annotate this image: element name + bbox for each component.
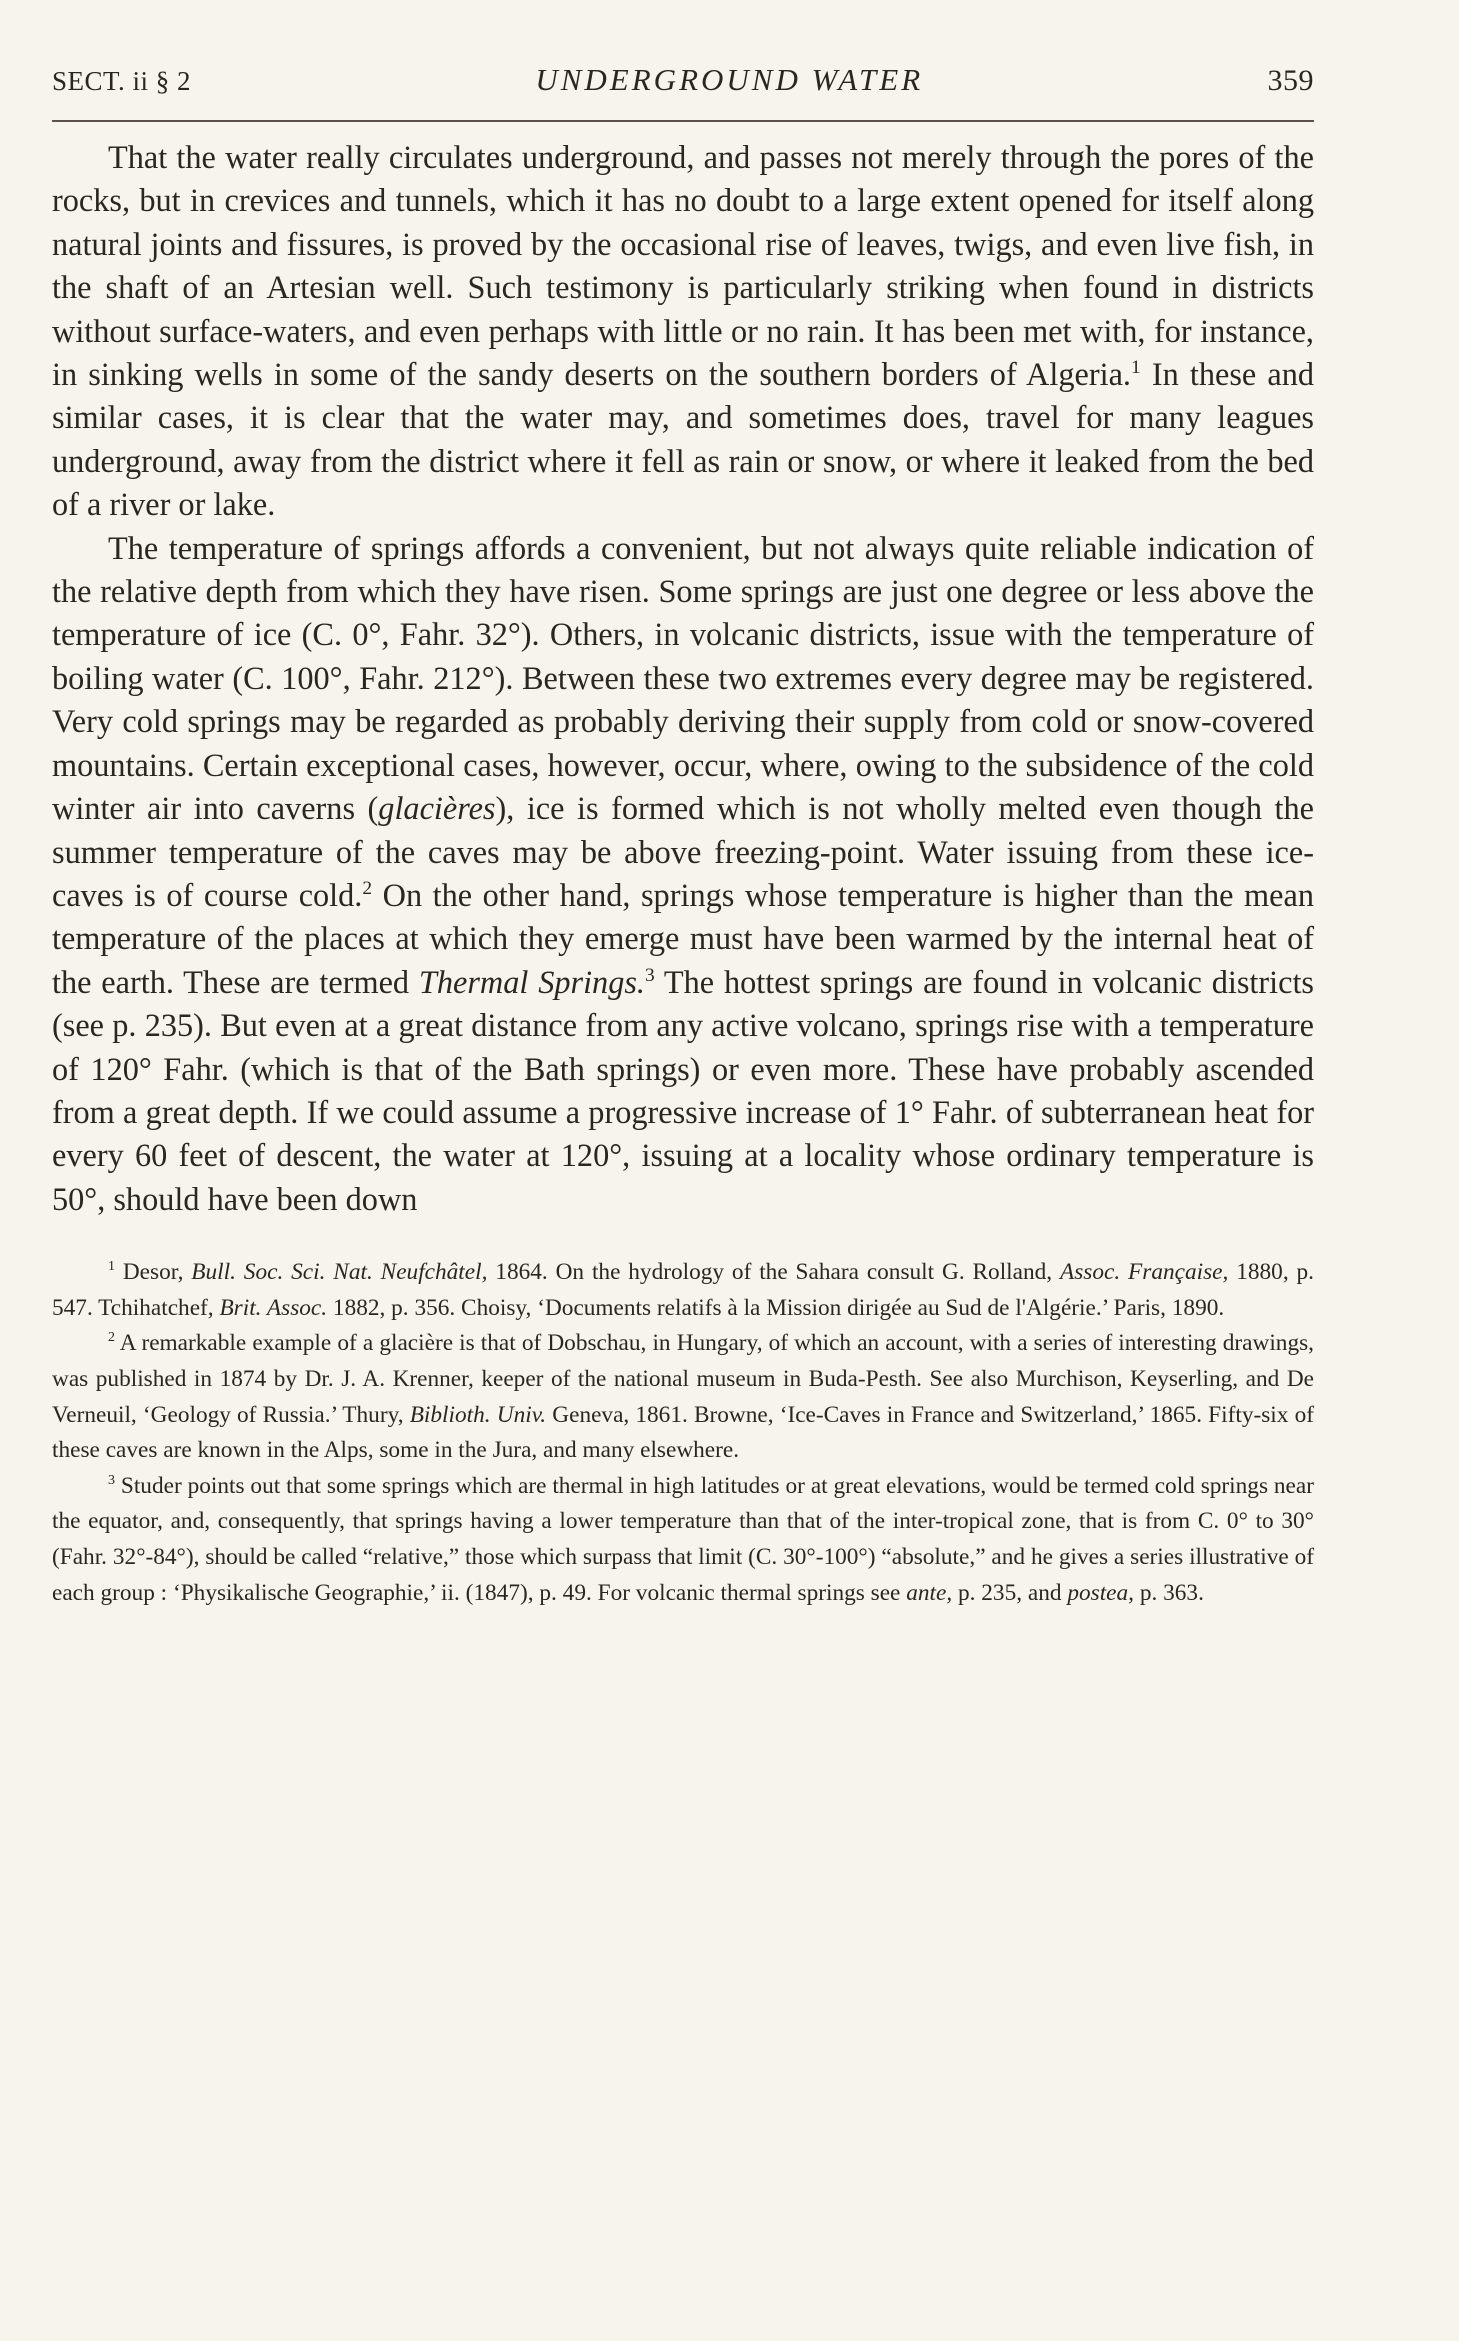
running-title: UNDERGROUND WATER bbox=[535, 62, 924, 97]
italic-term-glacieres: glacières bbox=[378, 790, 496, 827]
italic-term-thermal-springs: Thermal Springs. bbox=[418, 963, 645, 1000]
running-head bbox=[52, 62, 1314, 102]
paragraph-temperature bbox=[52, 527, 1314, 1222]
text: A remarkable example of a glacière is that of Dobschau, in Hungary, of which an account, with a series of interesting drawings, was published in 1874 by Dr. J. A. Krenner, keeper of the national museum in Buda-Pesth. See also Murchison, Keyserling, and De Verneuil, ‘Geology of Russia.’ Thury, bbox=[52, 1330, 1314, 1428]
text: p. 235, and bbox=[952, 1579, 1068, 1606]
footnotes bbox=[52, 1255, 1314, 1611]
footnote-3 bbox=[52, 1469, 1314, 1611]
text: On the other hand, springs whose temperature is higher than the mean temperature of the places at which they emerge must have been warmed by the internal heat of the earth. These are termed bbox=[52, 876, 1314, 1000]
text: Geneva, 1861. Browne, ‘Ice-Caves in France and Switzerland,’ 1865. Fifty-six of these caves are known in the Alps, some in the Jura, and many elsewhere. bbox=[52, 1401, 1314, 1464]
text: 1880, p. 547. Tchihatchef, bbox=[52, 1259, 1314, 1321]
text: p. 363. bbox=[1134, 1579, 1204, 1606]
body-text bbox=[52, 136, 1314, 1221]
paragraph-circulation bbox=[52, 136, 1314, 527]
italic-citation: Brit. Assoc. bbox=[219, 1294, 328, 1321]
text: 1864. On the hydrology of the Sahara consult G. Rolland, bbox=[487, 1259, 1060, 1286]
book-page bbox=[52, 62, 1314, 1611]
text: That the water really circulates underground, and passes not merely through the pores of the rocks, but in crevices and tunnels, which it has no doubt to a large extent opened for itself along natural joints and fissures, is proved by the occasional rise of leaves, twigs, and even live fish, in the shaft of an Artesian well. Such testimony is particularly striking when found in districts without surface-waters, and even perhaps with little or no rain. It has been met with, for instance, in sinking wells in some of the sandy deserts on the southern borders of Algeria. bbox=[52, 139, 1314, 393]
footnote-ref-2: 2 bbox=[362, 878, 373, 900]
header-rule bbox=[52, 120, 1314, 122]
italic-citation: ante, bbox=[906, 1579, 953, 1606]
footnote-mark: 3 bbox=[108, 1472, 115, 1488]
italic-citation: Bull. Soc. Sci. Nat. Neufchâtel, bbox=[191, 1259, 488, 1286]
footnote-1 bbox=[52, 1255, 1314, 1326]
text: Studer points out that some springs which are thermal in high latitudes or at great elevations, would be termed cold springs near the equator, and, consequently, that springs having a lower temperature than that of the inter-tropical zone, that is from C. 0° to 30° (Fahr. 32°-84°), should be called “relative,” those which surpass that limit (C. 30°-100°) “absolute,” and he gives a series illustrative of each group : ‘Physikalische Geographie,’ ii. (1847), p. 49. For volcanic thermal springs see bbox=[52, 1472, 1314, 1606]
text: In these and similar cases, it is clear that the water may, and sometimes does, travel for many leagues underground, away from the district where it fell as rain or snow, or where it leaked from the bed of a river or lake. bbox=[52, 356, 1314, 523]
text: ), ice is formed which is not wholly melted even though the summer temperature of the caves may be above freezing-point. Water issuing from these ice-caves is of course cold. bbox=[52, 790, 1314, 913]
italic-citation: Biblioth. Univ. bbox=[409, 1401, 547, 1428]
footnote-2 bbox=[52, 1326, 1314, 1468]
footnote-mark: 1 bbox=[108, 1259, 115, 1275]
page-number: 359 bbox=[1267, 64, 1314, 97]
text: The hottest springs are found in volcanic districts (see p. 235). But even at a great distance from any active volcano, springs rise with a temperature of 120° Fahr. (which is that of the Bath springs) or even more. These have probably ascended from a great depth. If we could assume a progressive increase of 1° Fahr. of subterranean heat for every 60 feet of descent, the water at 120°, issuing at a locality whose ordinary temperature is 50°, should have been down bbox=[52, 963, 1315, 1217]
italic-citation: postea, bbox=[1067, 1579, 1134, 1606]
text: Desor, bbox=[114, 1259, 192, 1286]
footnote-ref-1: 1 bbox=[1130, 357, 1141, 379]
italic-citation: Assoc. Française, bbox=[1060, 1259, 1229, 1286]
footnote-mark: 2 bbox=[108, 1330, 115, 1346]
section-label: SECT. ii § 2 bbox=[52, 66, 192, 96]
footnote-ref-3: 3 bbox=[644, 964, 655, 986]
text: The temperature of springs affords a convenient, but not always quite reliable indication of the relative depth from which they have risen. Some springs are just one degree or less above the temperature of ice (C. 0°, Fahr. 32°). Others, in volcanic districts, issue with the temperature of boiling water (C. 100°, Fahr. 212°). Between these two extremes every degree may be registered. Very cold springs may be regarded as probably deriving their supply from cold or snow-covered mountains. Certain exceptional cases, however, occur, where, owing to the subsidence of the cold winter air into caverns ( bbox=[52, 529, 1314, 827]
text: 1882, p. 356. Choisy, ‘Documents relatifs à la Mission dirigée au Sud de l'Algérie.’ Paris, 1890. bbox=[327, 1294, 1225, 1321]
